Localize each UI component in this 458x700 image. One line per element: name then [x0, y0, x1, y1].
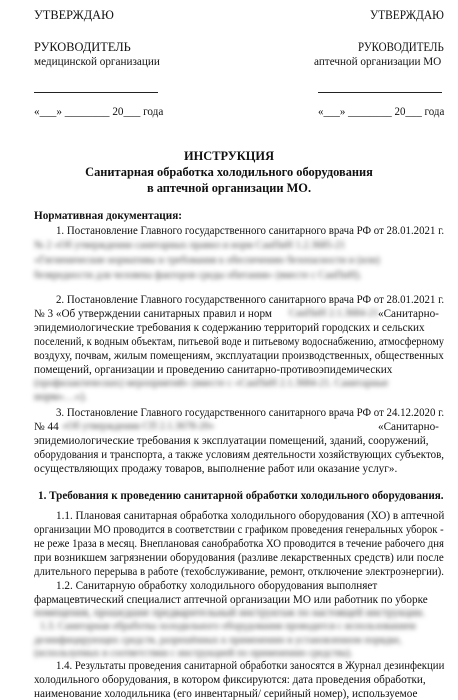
- para-1-4-line: холодильного оборудования, в котором фиксируются: дата проведения обработки,: [34, 674, 426, 686]
- date-right: «___» ________ 20___ года: [318, 106, 445, 118]
- approve-right: УТВЕРЖДАЮ: [370, 8, 444, 22]
- role-right: РУКОВОДИТЕЛЬ: [358, 40, 444, 54]
- normative-item-3-line: эпидемиологические требования к эксплуатации помещений, зданий, сооружений,: [34, 435, 429, 447]
- para-1-2-line: фармацевтический специалист аптечной организации МО или работник по уборке: [34, 594, 428, 606]
- para-1-2-line: 1.2. Санитарную обработку холодильного оборудования выполняет: [56, 580, 378, 592]
- blurred-text: «Гигиенические нормативы и требования к обеспечению безопасности и (или): [34, 255, 380, 266]
- blurred-text: (используемых в соответствии с инструкцией по применению средства).: [34, 648, 353, 659]
- blurred-text: «Об утверждении СП 2.1.3678-20»: [62, 421, 215, 432]
- blurred-text: безвредности для человека факторов среды обитания» (вместе с СанПиН).: [34, 270, 362, 281]
- normative-item-2-line: помещений, организации и проведению санитарно-противоэпидемических: [34, 364, 393, 376]
- blurred-text: (профилактических) мероприятий» (вместе с «СанПиН 2.1.3684-21. Санитарные: [34, 378, 389, 389]
- para-1-1-line: не реже 1раза в месяц. Внеплановая санобработка ХО проводится в течение рабочего дня: [34, 538, 444, 550]
- doc-subtitle-2: в аптечной организации МО.: [146, 181, 312, 195]
- para-1-4-line: наименование холодильника (его инвентарный/ серийный номер), используемое: [34, 688, 418, 700]
- blurred-text: СанПиН 2.1.3684-21: [289, 308, 379, 319]
- para-1-4-line: 1.4. Результаты проведения санитарной обработки заносятся в Журнал дезинфекции: [56, 660, 445, 672]
- normative-item-2-line: «Санитарно-: [378, 308, 439, 320]
- section-1-heading: 1. Требования к проведению санитарной обработки холодильного оборудования.: [38, 490, 444, 502]
- date-left: «___» ________ 20___ года: [34, 106, 164, 118]
- blurred-text: № 2 «Об утверждении санитарных правил и норм СанПиН 1.2.3685-21: [34, 240, 346, 251]
- doc-subtitle-1: Санитарная обработка холодильного оборудования: [85, 165, 373, 179]
- normative-item-3: 3. Постановление Главного государственного санитарного врача РФ от 24.12.2020 г.: [56, 407, 445, 419]
- normative-item-2-tail: норм»…»).: [34, 391, 87, 403]
- normative-item-2-line: поселений, к водным объектам, питьевой воде и питьевому водоснабжению, атмосферному: [34, 336, 445, 348]
- para-1-1-line: 1.1. Плановая санитарная обработка холодильного оборудования (ХО) в аптечной: [56, 510, 445, 522]
- normative-item-1: 1. Постановление Главного государственного санитарного врача РФ от 28.01.2021 г.: [56, 225, 445, 237]
- para-1-1-line: организации МО проводится в соответствии с графиком проведения генеральных уборок -: [34, 524, 444, 536]
- org-left: медицинской организации: [34, 56, 160, 68]
- doc-title: ИНСТРУКЦИЯ: [183, 149, 275, 163]
- normative-item-2-line: воздуху, почвам, жилым помещениям, эксплуатации производственных, общественных: [34, 350, 444, 362]
- normative-item-2-line: № 3 «Об утверждении санитарных правил и норм: [34, 308, 273, 320]
- normative-item-3-line: осуществляющих продажу товаров, выполнение работ или оказание услуг».: [34, 463, 398, 475]
- signature-line-left: [34, 92, 158, 93]
- signature-line-right: [318, 92, 442, 93]
- normative-item-2-line: эпидемиологические требования к содержанию территорий городских и сельских: [34, 322, 425, 334]
- normative-heading: Нормативная документация:: [34, 210, 182, 222]
- blurred-text: дезинфицирующих средств, разрешённых к применению в установленном порядке,: [34, 635, 402, 646]
- normative-item-2: 2. Постановление Главного государственного санитарного врача РФ от 28.01.2021 г.: [56, 294, 445, 306]
- normative-item-3-line: «Санитарно-: [378, 421, 439, 433]
- approve-left: УТВЕРЖДАЮ: [34, 8, 114, 22]
- org-right: аптечной организации МО: [314, 56, 442, 68]
- blurred-text: 1.3. Санитарная обработка холодильного оборудования проводится с использованием: [40, 621, 416, 632]
- para-1-1-line: при возникшем загрязнении оборудования (разливе лекарственных средств) или после: [34, 552, 444, 564]
- normative-item-3-line: № 44: [34, 421, 59, 433]
- para-1-1-line: длительного перерыва в работе (техобслуживание, ремонт, отключение электроэнергии).: [34, 566, 444, 578]
- normative-item-3-line: оборудования и транспорта, а также условиям деятельности хозяйствующих субъектов,: [34, 449, 445, 461]
- role-left: РУКОВОДИТЕЛЬ: [34, 40, 131, 54]
- para-1-2-line: помещения, прошедшие предварительный инструктаж по настоящей инструкции.: [34, 607, 425, 619]
